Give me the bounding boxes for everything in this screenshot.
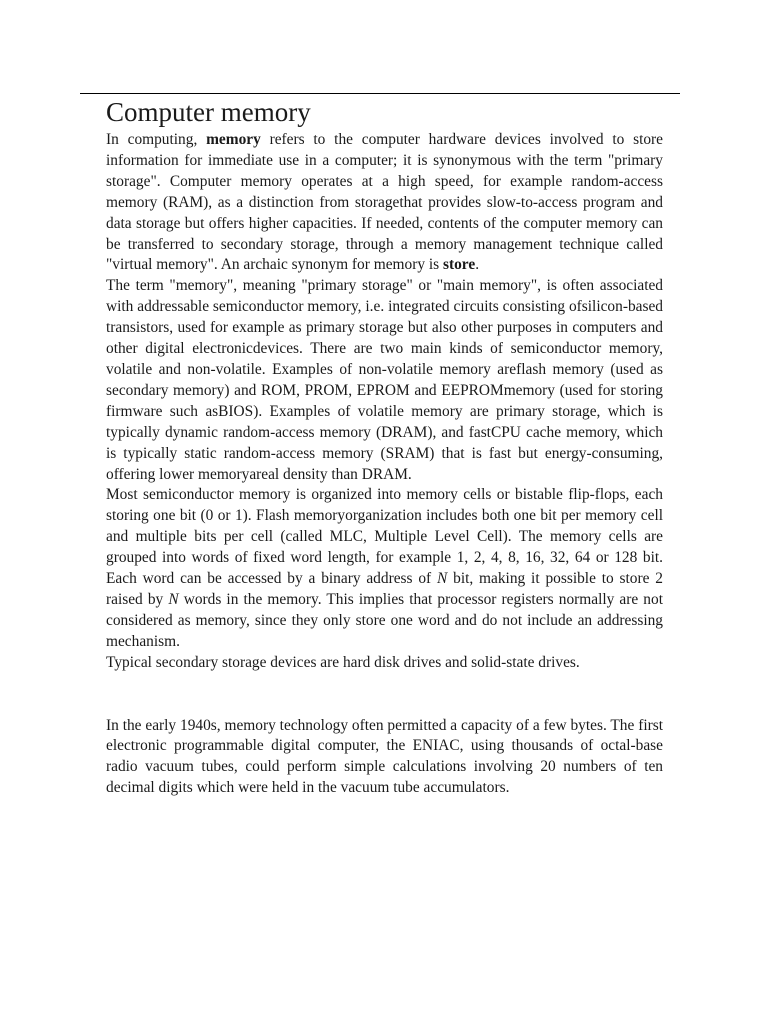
p3-text-2: bit, making it possible to store 2 raised by xyxy=(106,570,663,608)
paragraph-definition xyxy=(106,130,663,276)
paragraph-memory-cells xyxy=(106,485,663,652)
variable-n-2: N xyxy=(168,590,179,608)
variable-n-1: N xyxy=(437,570,448,588)
p3-text-1: Most semiconductor memory is organized into memory cells or bistable flip-flops, each storing one bit (0 or 1). Flash memoryorganization includes both one bit per memory cell and multiple bits per cell (called MLC, Multiple Level Cell). The memory cells are grouped into words of fixed word length, for example 1, 2, 4, 8, 16, 32, 64 or 128 bit. Each word can be accessed by a binary address of xyxy=(106,486,663,588)
term-store: store xyxy=(442,256,476,274)
p1-text-1: In computing, xyxy=(106,131,207,148)
term-memory: memory xyxy=(206,131,261,148)
paragraph-history: In the early 1940s, memory technology often permitted a capacity of a few bytes. The first electronic programmable digital computer, the ENIAC, using thousands of octal-base radio vacuum tubes, could perform simple calculations involving 20 numbers of ten decimal digits which were held in the vacuum tube accumulators. xyxy=(106,716,663,797)
paragraph-gap xyxy=(106,674,663,716)
p1-text-2: refers to the computer hardware devices involved to store information for immediate use in a computer; it is synonymous with the term "primary storage". Computer memory operates at a high speed, for example random-access memory (RAM), as a distinction from storagethat provides slow-to-access program and data storage but offers higher capacities. If needed, contents of the computer memory can be transferred to secondary storage, through a memory management technique called "virtual memory". An archaic synonym for memory is xyxy=(106,131,663,274)
document-body xyxy=(106,94,663,799)
document-title: Computer memory xyxy=(106,97,311,127)
paragraph-secondary-storage: Typical secondary storage devices are hard disk drives and solid-state drives. xyxy=(106,653,580,671)
paragraph-semiconductor: The term "memory", meaning "primary storage" or "main memory", is often associated with addressable semiconductor memory, i.e. integrated circuits consisting ofsilicon-based transistors, used for example as primary storage but also other purposes in computers and other digital electronicdevices. There are two main kinds of semiconductor memory, volatile and non-volatile. Examples of non-volatile memory areflash memory (used as secondary memory) and ROM, PROM, EPROM and EEPROMmemory (used for storing firmware such asBIOS). Examples of volatile memory are primary storage, which is typically dynamic random-access memory (DRAM), and fastCPU cache memory, which is typically static random-access memory (SRAM) that is fast but energy-consuming, offering lower memoryareal density than DRAM. xyxy=(106,277,663,483)
p3-text-3: words in the memory. This implies that processor registers normally are not considered as memory, since they only store one word and do not include an addressing mechanism. xyxy=(106,590,663,650)
p1-text-3: . xyxy=(475,256,480,274)
